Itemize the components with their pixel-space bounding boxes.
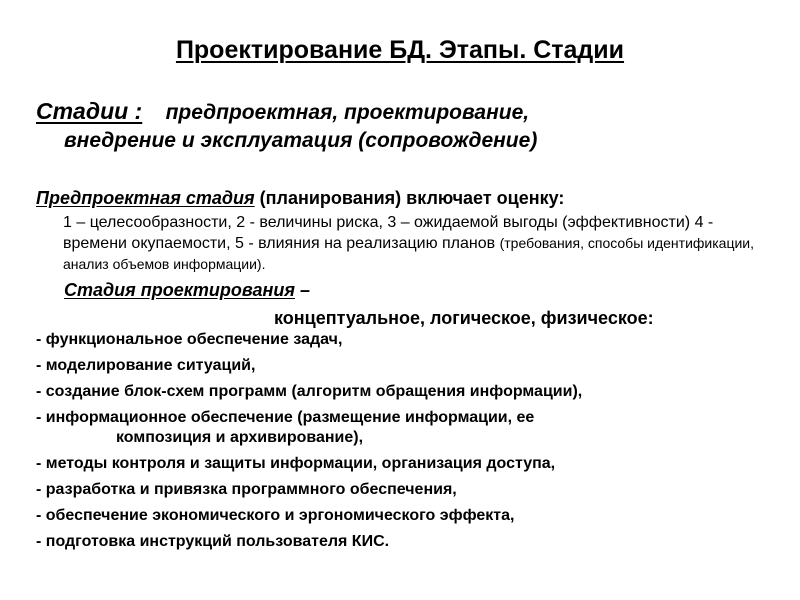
list-item-text: - разработка и привязка программного обеспечения,: [36, 481, 457, 498]
list-item-text: - обеспечение экономического и эргономического эффекта,: [36, 507, 515, 524]
stages-text-line1: предпроектная, проектирование,: [165, 101, 530, 124]
slide-title: Проектирование БД. Этапы. Стадии: [175, 36, 625, 64]
preproject-heading: [36, 186, 776, 210]
preproject-label: Предпроектная стадия: [36, 188, 255, 208]
design-stage-dash: –: [294, 280, 310, 300]
list-item: [36, 532, 776, 552]
models-line: концептуальное, логическое, физическое:: [274, 308, 654, 328]
list-item-text: - методы контроля и защиты информации, организация доступа,: [36, 455, 556, 472]
preproject-text: (планирования) включает оценку:: [254, 188, 565, 208]
list-item-continuation: композиция и архивирование),: [116, 429, 364, 446]
list-item: [36, 506, 776, 526]
design-stage-label: Стадия проектирования: [64, 280, 295, 300]
list-item-text: - функциональное обеспечение задач,: [36, 331, 343, 348]
list-item-text: - создание блок-схем программ (алгоритм обращения информации),: [36, 383, 583, 400]
list-item: [36, 408, 776, 448]
list-item: [36, 356, 776, 376]
list-item-text: - моделирование ситуаций,: [36, 357, 256, 374]
list-item: [36, 454, 776, 474]
stages-paragraph: [36, 97, 776, 155]
design-tasks-list: [36, 330, 776, 558]
stages-text-line2: внедрение и эксплуатация (сопровождение): [64, 129, 538, 152]
list-item: [36, 382, 776, 402]
preproject-body-note: (требования, способы идентификации, анализ объемов информации).: [63, 235, 754, 272]
list-item-text: - подготовка инструкций пользователя КИС.: [36, 533, 390, 550]
design-stage-heading: [64, 278, 310, 302]
preproject-body: [63, 213, 763, 275]
preproject-body-main: 1 – целесообразности, 2 - величины риска, 3 – ожидаемой выгоды (эффективности) 4 - времени окупаемости, 5 - влияния на реализацию планов: [63, 214, 714, 252]
list-item: [36, 330, 776, 350]
list-item-text: - информационное обеспечение (размещение информации, ее: [36, 409, 535, 426]
stages-label: Стадии :: [36, 98, 143, 124]
list-item: [36, 480, 776, 500]
